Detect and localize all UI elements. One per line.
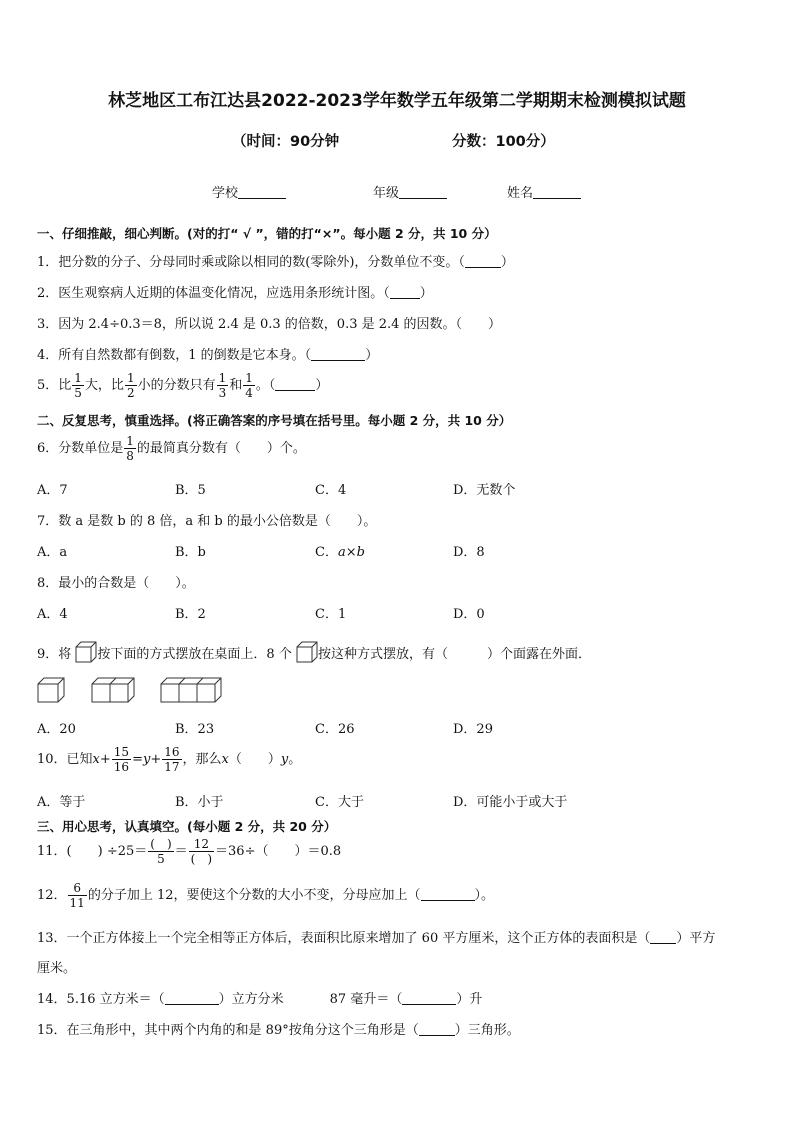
- one-cube-figure: [37, 677, 65, 703]
- question-13-cont: 厘米。: [37, 961, 77, 976]
- cube-icon: [296, 641, 318, 663]
- question-2: 2．医生观察病人近期的体温变化情况，应选用条形统计图。（ ）: [37, 286, 433, 301]
- fraction: $\frac{1}{3}$: [218, 371, 227, 400]
- q8-option-d: D．0: [453, 607, 485, 622]
- question-1: 1．把分数的分子、分母同时乘或除以相同的数(零除外)，分数单位不变。（ ）: [37, 255, 514, 270]
- fraction: $\frac{6}{11}$: [69, 881, 85, 910]
- q10-option-a: A．等于: [37, 795, 86, 810]
- q6-option-d: D．无数个: [453, 483, 516, 498]
- section-1-heading: 一、仔细推敲，细心判断。(对的打“ √ ”，错的打“×”。每小题 2 分，共 10 分）: [37, 226, 497, 241]
- exam-title: 林芝地区工布江达县2022-2023学年数学五年级第二学期期末检测模拟试题: [108, 91, 686, 111]
- q6-option-b: B．5: [175, 483, 206, 498]
- fraction: $\frac{1}{2}$: [126, 371, 135, 400]
- exam-time: （时间：90分钟: [232, 134, 340, 150]
- q8-option-b: B．2: [175, 607, 206, 622]
- question-10: 10．已知x+ $\frac{15}{16}$ =y+ $\frac{16}{17}$ ，那么x（ ）y。: [37, 745, 302, 774]
- q9-option-b: B．23: [175, 722, 215, 737]
- q7-option-a: A．a: [37, 545, 68, 560]
- question-14: 14．5.16 立方米＝（ ）立方分米 87 毫升＝（ ）升: [37, 992, 483, 1007]
- q7-option-b: B．b: [175, 545, 206, 560]
- three-cube-figure: [160, 677, 222, 703]
- q8-option-a: A．4: [37, 607, 68, 622]
- exam-score: 分数：100分）: [452, 134, 555, 150]
- grade-field: 年级: [373, 182, 447, 201]
- q7-option-c: C．a×b: [315, 545, 365, 560]
- q7-option-d: D．8: [453, 545, 485, 560]
- q9-option-c: C．26: [315, 722, 355, 737]
- school-field: 学校: [212, 182, 286, 201]
- q9-option-d: D．29: [453, 722, 493, 737]
- question-13: 13．一个正方体接上一个完全相等正方体后，表面积比原来增加了 60 平方厘米，这个正方体的表面积是（ ）平方: [37, 931, 716, 946]
- fraction: $\frac{15}{16}$: [113, 745, 130, 774]
- fraction: $\frac{16}{17}$: [164, 745, 180, 774]
- q10-option-b: B．小于: [175, 795, 224, 810]
- question-5: 5．比 $\frac{1}{5}$ 大，比 $\frac{1}{2}$ 小的分数只有 $\frac{1}{3}$ 和 $\frac{1}{4}$ 。（ ）: [37, 371, 329, 400]
- fraction: $\frac{1}{4}$: [245, 371, 253, 400]
- question-7: 7．数 a 是数 b 的 8 倍，a 和 b 的最小公倍数是（ ）。: [37, 514, 377, 529]
- question-3: 3．因为 2.4÷0.3＝8，所以说 2.4 是 0.3 的倍数，0.3 是 2.4 的因数。（ ）: [37, 317, 502, 332]
- question-11: 11．( ) ÷25＝ $\frac{( )}{5}$ ＝ $\frac{12}{( )}$ ＝36÷（ ）＝0.8: [37, 837, 342, 866]
- q6-option-c: C．4: [315, 483, 347, 498]
- question-4: 4．所有自然数都有倒数，1 的倒数是它本身。（ ）: [37, 348, 379, 363]
- q10-option-d: D．可能小于或大于: [453, 795, 568, 810]
- question-12: 12． $\frac{6}{11}$ 的分子加上 12，要使这个分数的大小不变，分母应加上（ ）。: [37, 881, 495, 910]
- q10-option-c: C．大于: [315, 795, 364, 810]
- fraction: $\frac{1}{5}$: [74, 371, 82, 400]
- q6-option-a: A．7: [37, 483, 68, 498]
- q8-option-c: C．1: [315, 607, 347, 622]
- question-8: 8．最小的合数是（ ）。: [37, 576, 195, 591]
- cube-icon: [75, 641, 97, 663]
- fraction: $\frac{( )}{5}$: [150, 837, 172, 866]
- question-6: 6．分数单位是 $\frac{1}{8}$ 的最简真分数有（ ）个。: [37, 434, 306, 463]
- q9-option-a: A．20: [37, 722, 76, 737]
- section-2-heading: 二、反复思考，慎重选择。(将正确答案的序号填在括号里。每小题 2 分，共 10 分）: [37, 413, 512, 428]
- fraction: $\frac{1}{8}$: [126, 434, 134, 463]
- name-field: 姓名: [507, 182, 581, 201]
- fraction: $\frac{12}{( )}$: [190, 837, 213, 866]
- section-3-heading: 三、用心思考，认真填空。(每小题 2 分，共 20 分）: [37, 819, 337, 834]
- question-9: 9．将 按下面的方式摆放在桌面上．8 个 按这种方式摆放，有（ ）个面露在外面．: [37, 641, 591, 663]
- question-15: 15．在三角形中，其中两个内角的和是 89°按角分这个三角形是（ ）三角形。: [37, 1023, 520, 1038]
- two-cube-figure: [91, 677, 135, 703]
